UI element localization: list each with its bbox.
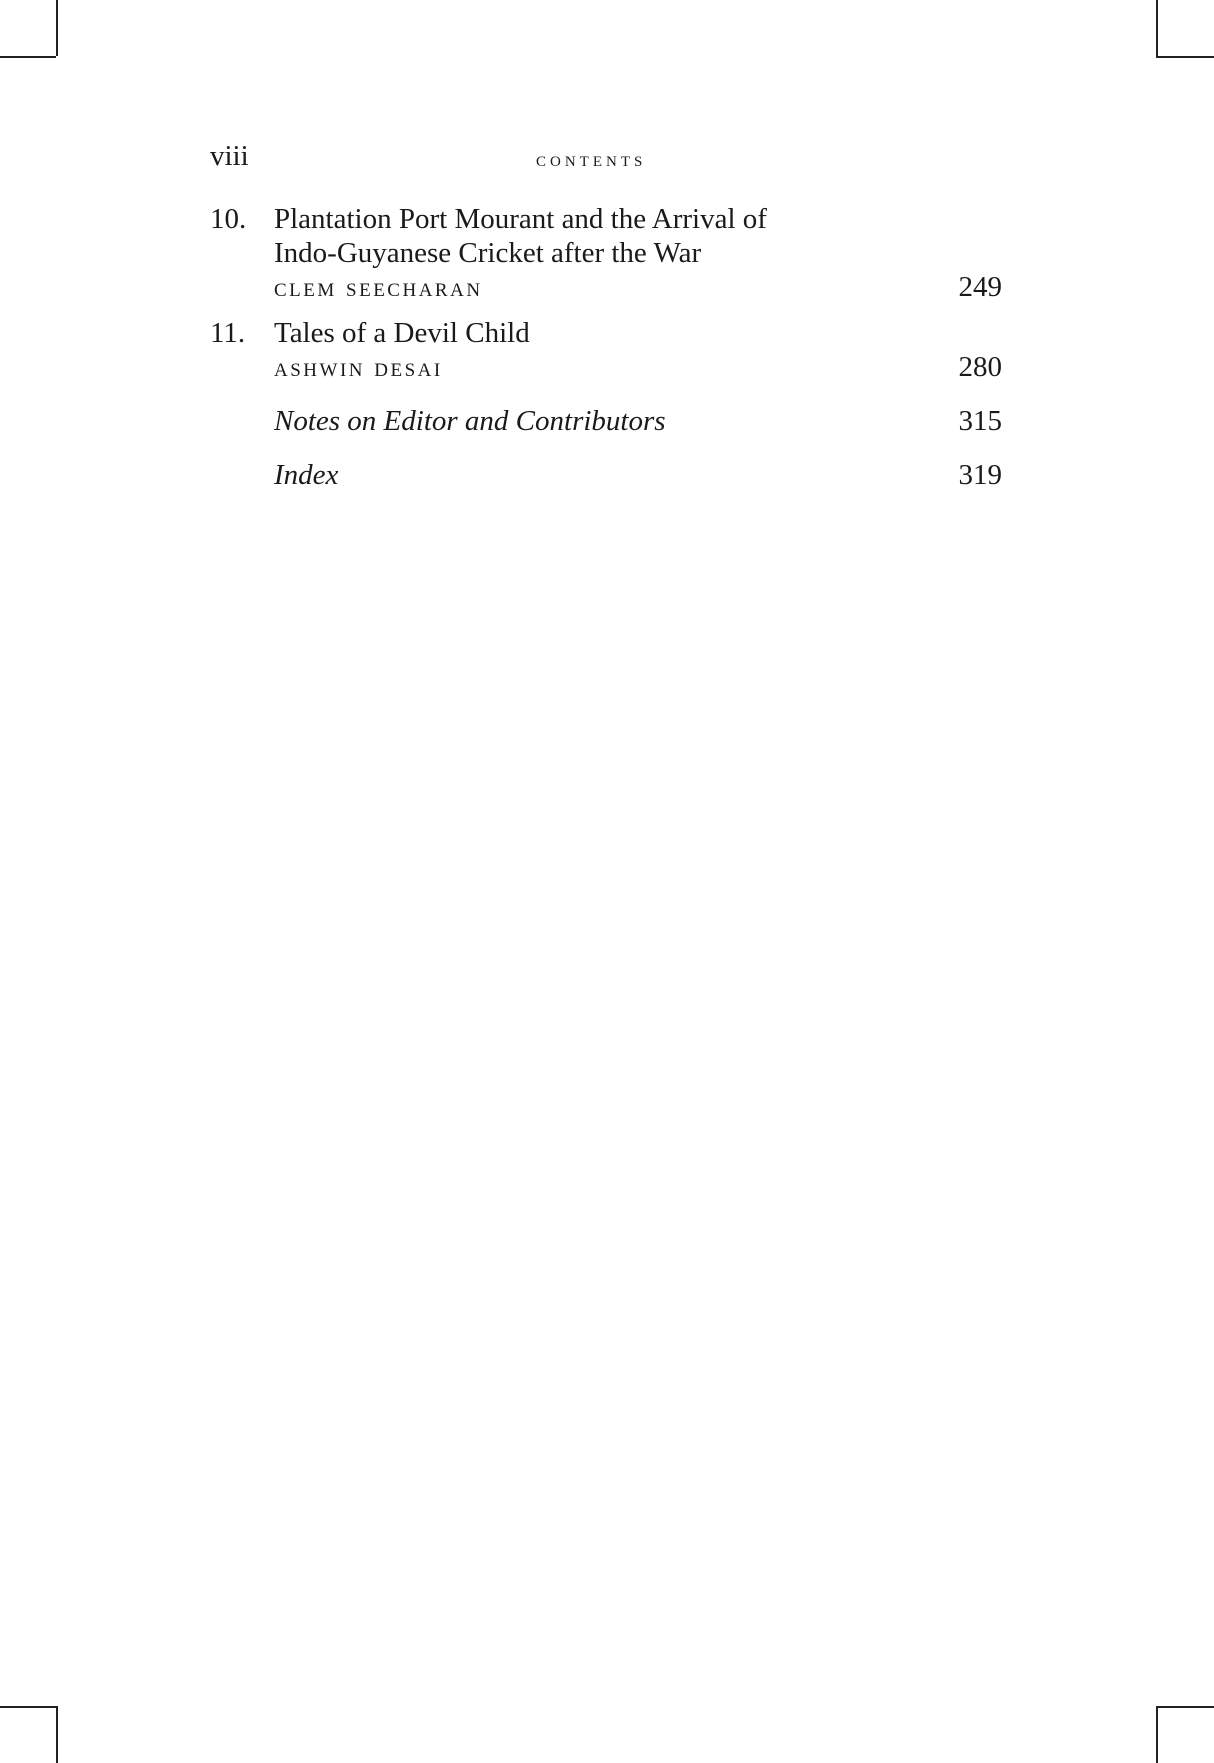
author-row (274, 350, 1002, 384)
page-number-folio: viii (210, 140, 249, 172)
toc-entry-11[interactable] (210, 316, 1002, 384)
crop-mark-bottom-right-horizontal (1156, 1706, 1214, 1708)
end-matter-page-number: 319 (958, 459, 1002, 491)
toc-entry-index[interactable] (274, 458, 1002, 492)
chapter-page-number: 280 (958, 351, 1002, 383)
crop-mark-top-left-horizontal (0, 56, 56, 58)
toc-entry-notes-on-contributors[interactable] (274, 404, 1002, 438)
author-row (274, 270, 1002, 304)
crop-mark-bottom-right-vertical (1156, 1706, 1158, 1763)
end-matter-title: Notes on Editor and Contributors (274, 405, 666, 437)
chapter-author: clem seecharan (274, 272, 483, 302)
crop-mark-top-left-vertical (56, 0, 58, 56)
chapter-title-line: Plantation Port Mourant and the Arrival of (274, 203, 767, 235)
chapter-author: ashwin desai (274, 352, 443, 382)
running-head: contents (536, 146, 647, 171)
table-of-contents (210, 202, 1002, 492)
chapter-number: 11. (210, 317, 246, 349)
chapter-title-line: Tales of a Devil Child (274, 317, 530, 349)
chapter-title-line: Indo-Guyanese Cricket after the War (274, 237, 702, 269)
chapter-page-number: 249 (958, 271, 1002, 303)
toc-entry-10[interactable] (210, 202, 1002, 304)
crop-mark-top-right-vertical (1156, 0, 1158, 56)
crop-mark-bottom-left-horizontal (0, 1706, 56, 1708)
crop-mark-top-right-horizontal (1156, 56, 1214, 58)
chapter-number: 10. (210, 203, 247, 235)
end-matter-title: Index (274, 459, 339, 491)
end-matter-page-number: 315 (958, 405, 1002, 437)
page-header (210, 140, 1002, 180)
crop-mark-bottom-left-vertical (56, 1706, 58, 1763)
